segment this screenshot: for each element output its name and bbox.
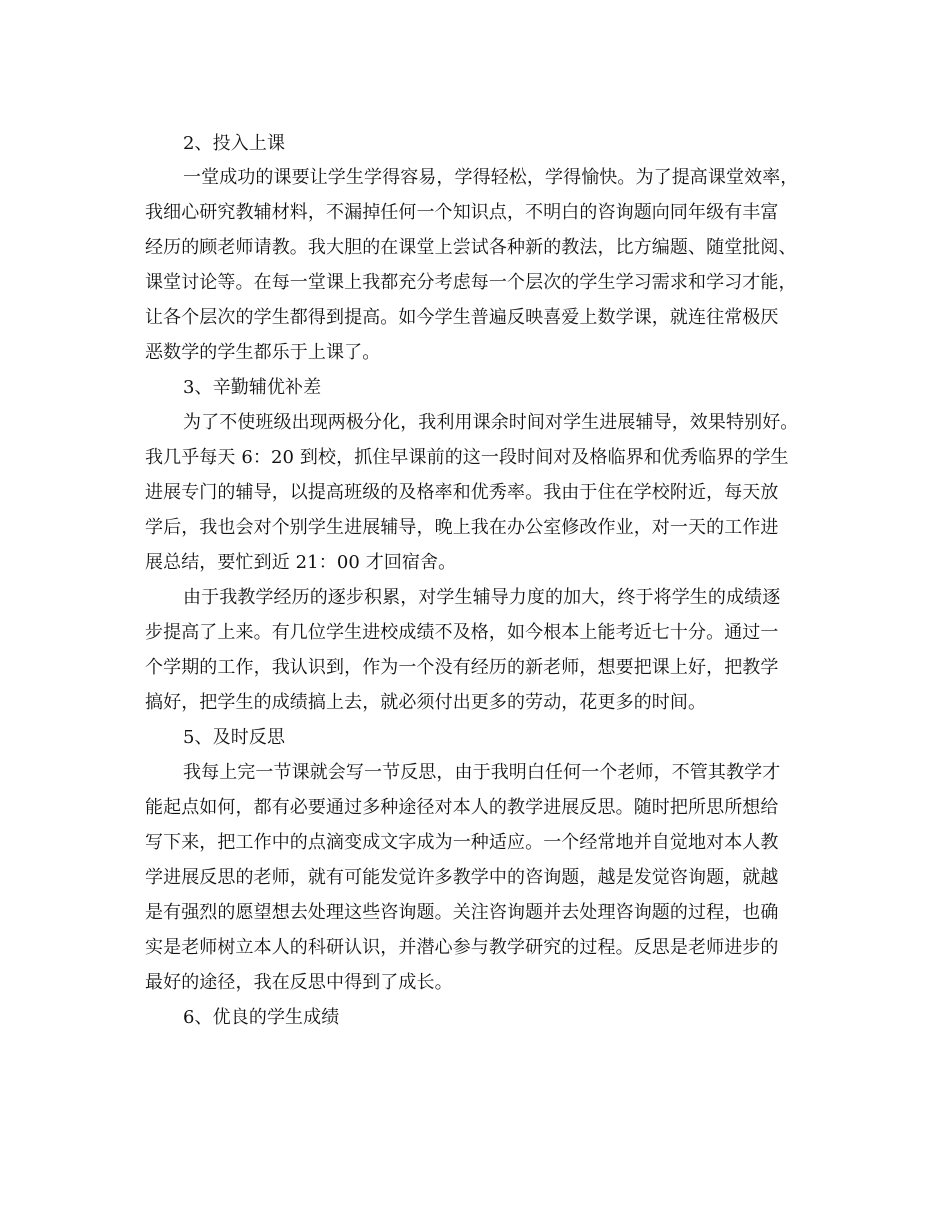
- paragraph-line: 一堂成功的课要让学生学得容易，学得轻松，学得愉快。为了提高课堂效率，: [183, 167, 799, 188]
- paragraph-line: 课堂讨论等。在每一堂课上我都充分考虑每一个层次的学生学习需求和学习才能，: [145, 272, 797, 293]
- paragraph-line: 由于我教学经历的逐步积累，对学生辅导力度的加大，终于将学生的成绩逐: [183, 587, 781, 608]
- paragraph-line: 我每上完一节课就会写一节反思，由于我明白任何一个老师，不管其教学才: [183, 762, 781, 783]
- paragraph-line: 步提高了上来。有几位学生进校成绩不及格，如今根本上能考近七十分。通过一: [145, 622, 779, 643]
- paragraph-line: 个学期的工作，我认识到，作为一个没有经历的新老师，想要把课上好，把教学: [145, 657, 779, 678]
- paragraph-line: 为了不使班级出现两极分化，我利用课余时间对学生进展辅导，效果特别好。: [183, 412, 799, 433]
- paragraph-line: 我细心研究教辅材料，不漏掉任何一个知识点，不明白的咨询题向同年级有丰富: [145, 202, 779, 223]
- section-heading: 5、及时反思: [183, 727, 286, 748]
- paragraph-line: 是有强烈的愿望想去处理这些咨询题。关注咨询题并去处理咨询题的过程，也确: [145, 902, 779, 923]
- section-heading: 6、优良的学生成绩: [183, 1007, 340, 1028]
- paragraph-line: 实是老师树立本人的科研认识，并潜心参与教学研究的过程。反思是老师进步的: [145, 937, 779, 958]
- paragraph-line: 进展专门的辅导，以提高班级的及格率和优秀率。我由于住在学校附近，每天放: [145, 482, 779, 503]
- paragraph-line: 经历的顾老师请教。我大胆的在课堂上尝试各种新的教法，比方编题、随堂批阅、: [145, 237, 797, 258]
- paragraph-line: 恶数学的学生都乐于上课了。: [145, 342, 381, 363]
- section-heading: 3、辛勤辅优补差: [183, 377, 322, 398]
- paragraph-line: 写下来，把工作中的点滴变成文字成为一种适应。一个经常地并自觉地对本人教: [145, 832, 779, 853]
- paragraph-line: 让各个层次的学生都得到提高。如今学生普遍反映喜爱上数学课，就连往常极厌: [145, 307, 779, 328]
- paragraph-line: 学后，我也会对个别学生进展辅导，晚上我在办公室修改作业，对一天的工作进: [145, 517, 779, 538]
- paragraph-line: 最好的途径，我在反思中得到了成长。: [145, 972, 453, 993]
- paragraph-line: 展总结，要忙到近 21：00 才回宿舍。: [145, 552, 457, 573]
- paragraph-line: 搞好，把学生的成绩搞上去，就必须付出更多的劳动，花更多的时间。: [145, 692, 707, 713]
- paragraph-line: 学进展反思的老师，就有可能发觉许多教学中的咨询题，越是发觉咨询题，就越: [145, 867, 779, 888]
- paragraph-line: 能起点如何，都有必要通过多种途径对本人的教学进展反思。随时把所思所想给: [145, 797, 779, 818]
- paragraph-line: 我几乎每天 6：20 到校，抓住早课前的这一段时间对及格临界和优秀临界的学生: [145, 447, 789, 468]
- section-heading: 2、投入上课: [183, 133, 286, 154]
